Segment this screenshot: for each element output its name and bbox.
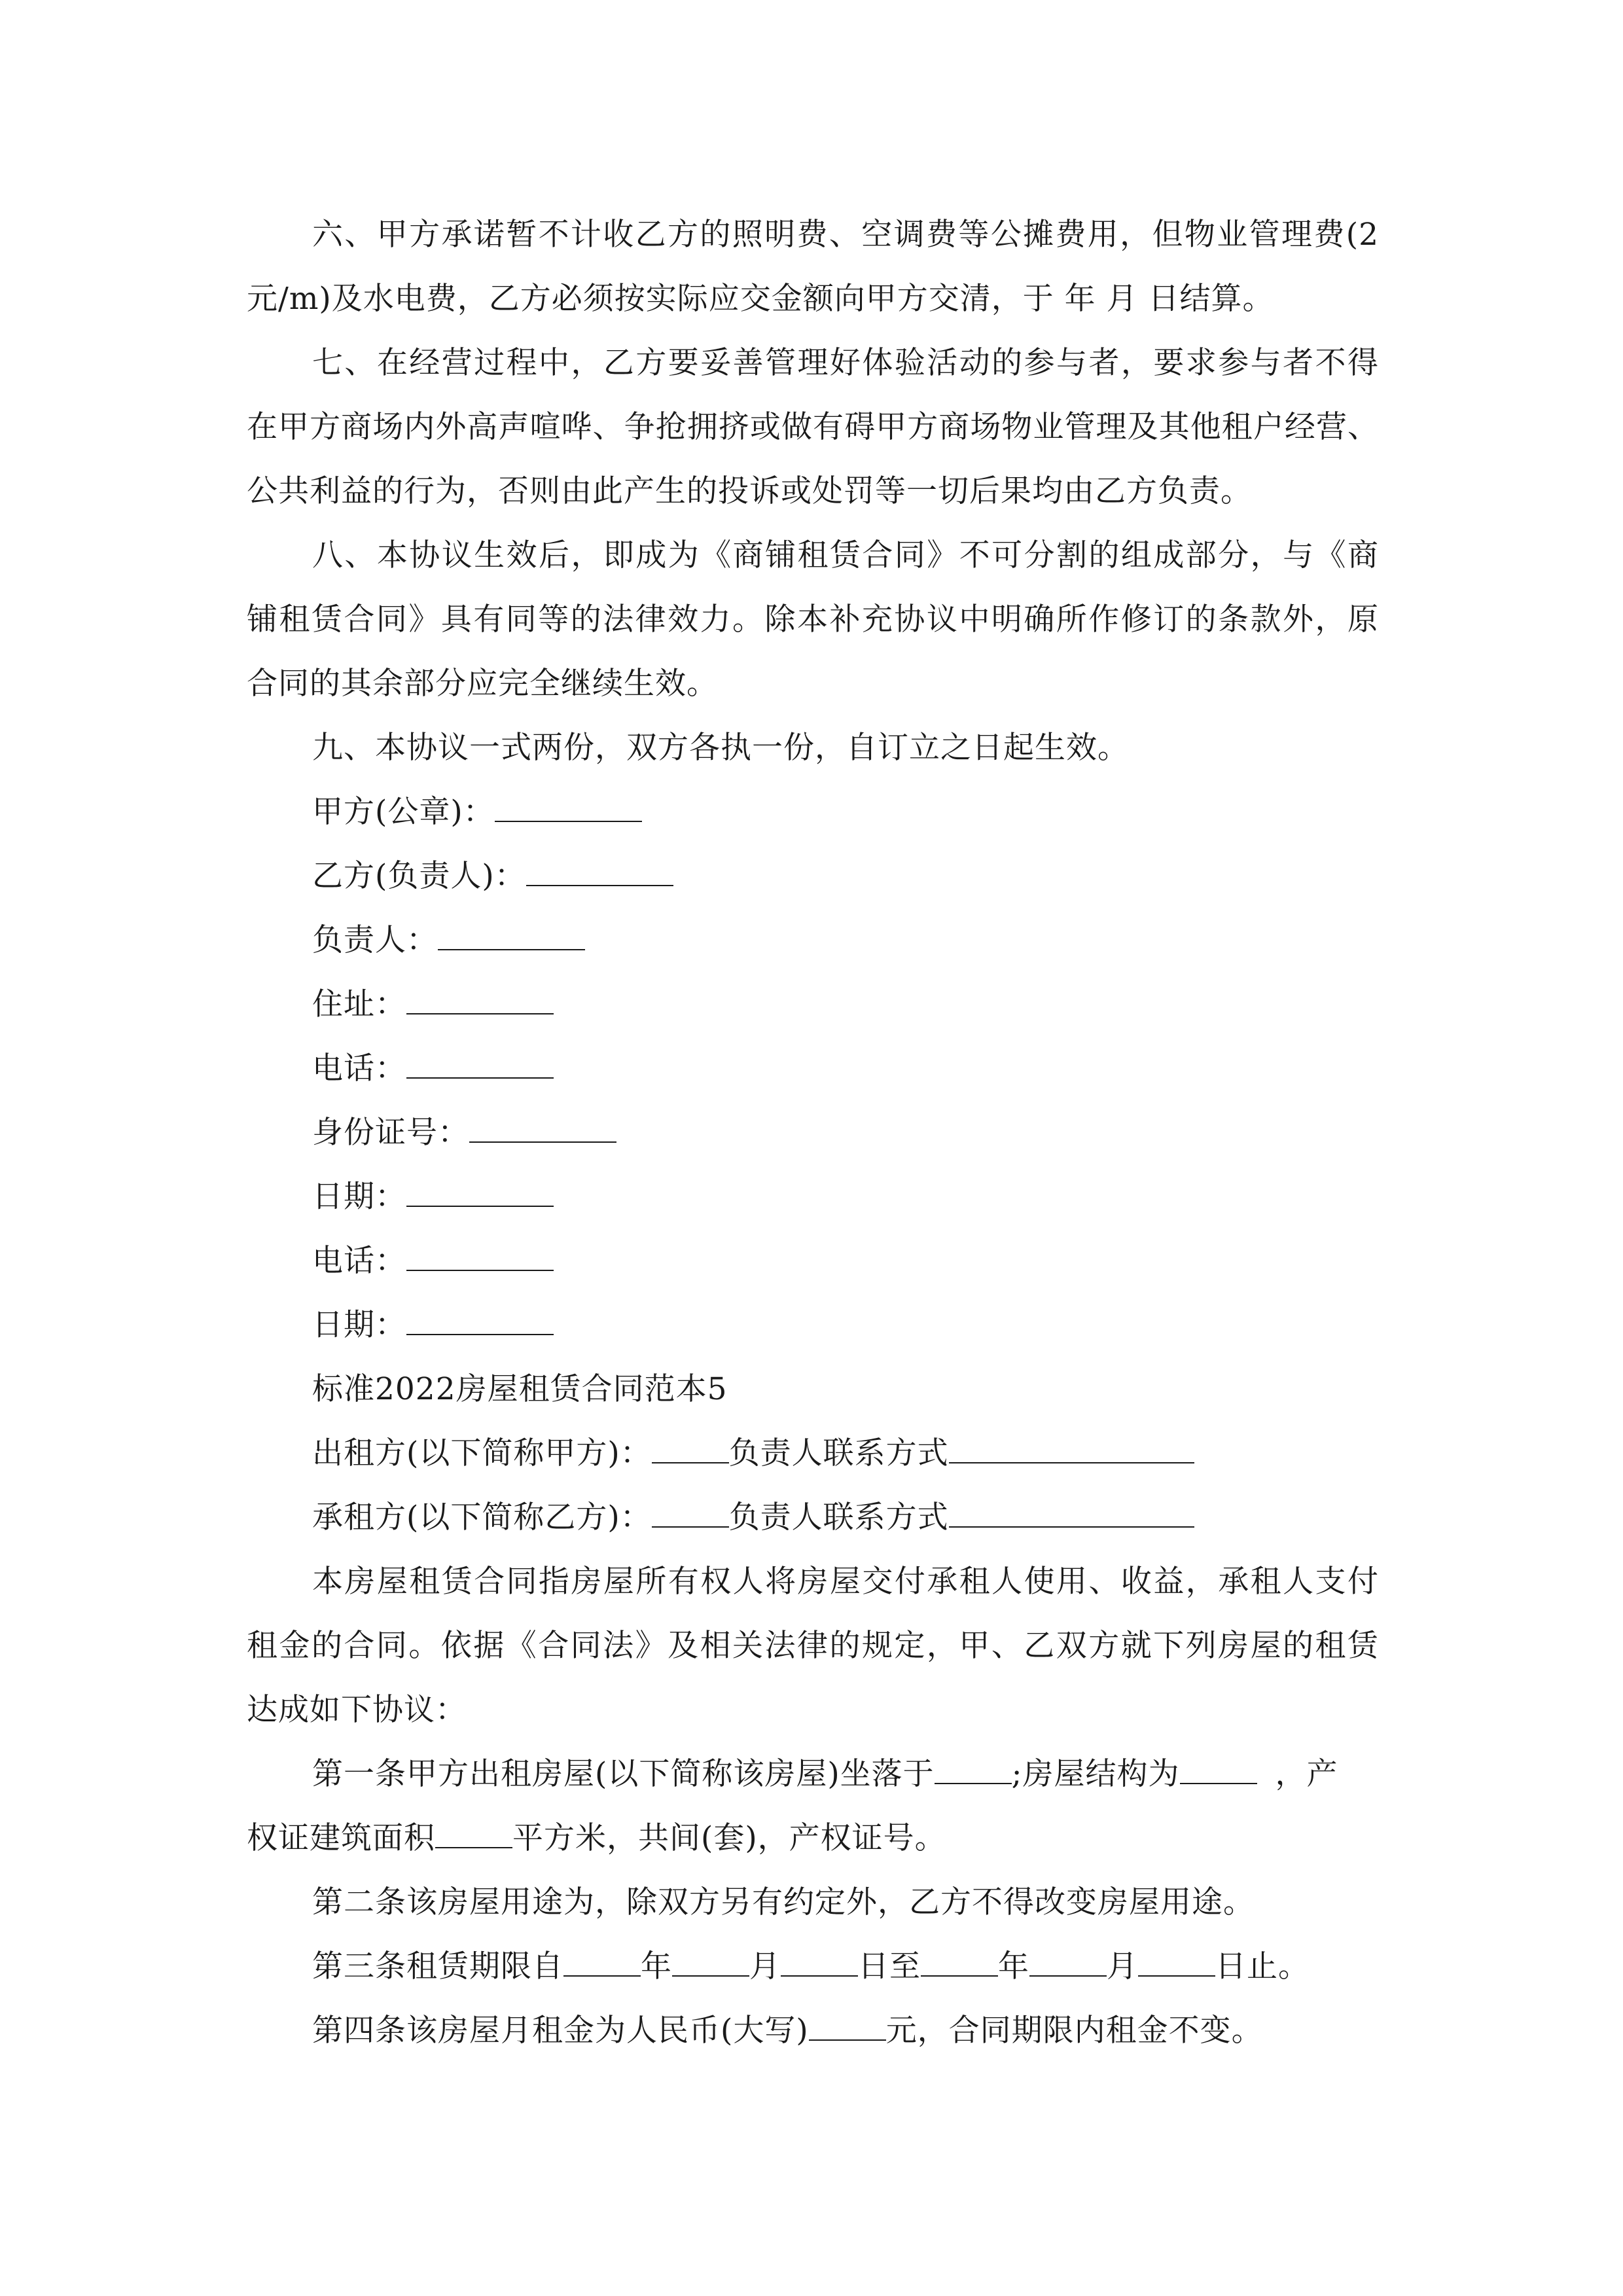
article-6-line-2: 元/m)及水电费，乙方必须按实际应交金额向甲方交清，于 年 月 日结算。 <box>247 281 1274 317</box>
party-a-seal-blank[interactable] <box>495 792 642 822</box>
clause-3-day-to: 日至 <box>858 1948 921 1984</box>
lessee-contact-blank[interactable] <box>949 1498 1194 1528</box>
intro-line-2: 租金的合同。依据《合同法》及相关法律的规定，甲、乙双方就下列房屋的租赁 <box>247 1628 1379 1664</box>
date-1-blank[interactable] <box>406 1177 554 1207</box>
section-title: 标准2022房屋租赁合同范本5 <box>312 1371 728 1407</box>
clause-3 <box>247 1935 1379 1999</box>
signature-phone-1 <box>247 1037 1379 1101</box>
signature-date-1 <box>247 1165 1379 1229</box>
clause-1-area-blank[interactable] <box>435 1818 512 1848</box>
signature-id-number <box>247 1101 1379 1165</box>
signature-date-2 <box>247 1293 1379 1357</box>
lessor-contact-blank[interactable] <box>949 1433 1194 1463</box>
clause-3-end-day-blank[interactable] <box>1138 1946 1215 1977</box>
clause-3-end-year-blank[interactable] <box>921 1946 998 1977</box>
clause-3-start-day-blank[interactable] <box>781 1946 858 1977</box>
article-7-line-3: 公共利益的行为，否则由此产生的投诉或处罚等一切后果均由乙方负责。 <box>247 473 1252 509</box>
phone-1-blank[interactable] <box>406 1049 554 1079</box>
lessor-label: 出租方(以下简称甲方)： <box>312 1435 652 1471</box>
clause-4-tail: 元，合同期限内租金不变。 <box>885 2013 1263 2049</box>
lessee-line <box>247 1486 1379 1550</box>
lessee-name-blank[interactable] <box>652 1498 729 1528</box>
lessor-name-blank[interactable] <box>652 1433 729 1463</box>
clause-4-label: 第四条该房屋月租金为人民币(大写) <box>312 2013 809 2049</box>
clause-1-structure-label: ;房屋结构为 <box>1011 1756 1180 1792</box>
article-8-line-1: 八、本协议生效后，即成为《商铺租赁合同》不可分割的组成部分，与《商 <box>312 537 1379 573</box>
clause-3-start-year-blank[interactable] <box>563 1946 641 1977</box>
clause-1-line-1 <box>247 1742 1379 1806</box>
phone-2-label: 电话： <box>312 1243 406 1279</box>
clause-1-area-tail: 平方米，共间(套)，产权证号。 <box>512 1820 946 1856</box>
lessor-line <box>247 1422 1379 1486</box>
address-label: 住址： <box>312 986 406 1022</box>
party-b-rep-blank[interactable] <box>526 856 673 886</box>
signature-responsible <box>247 908 1379 973</box>
document-page <box>247 203 1379 2063</box>
clause-3-year-1: 年 <box>641 1948 672 1984</box>
clause-1-location-blank[interactable] <box>935 1754 1012 1784</box>
phone-1-label: 电话： <box>312 1050 406 1086</box>
article-7-line-1: 七、在经营过程中，乙方要妥善管理好体验活动的参与者，要求参与者不得 <box>312 345 1379 381</box>
article-6-line-1: 六、甲方承诺暂不计收乙方的照明费、空调费等公摊费用，但物业管理费(2 <box>312 217 1379 253</box>
date-1-label: 日期： <box>312 1179 406 1215</box>
clause-1-line-2 <box>247 1806 1379 1871</box>
clause-1-tail: ，产 <box>1275 1756 1338 1792</box>
phone-2-blank[interactable] <box>406 1241 554 1271</box>
signature-party-a <box>247 780 1379 844</box>
clause-3-month-1: 月 <box>749 1948 781 1984</box>
signature-address <box>247 973 1379 1037</box>
clause-3-end-month-blank[interactable] <box>1029 1946 1107 1977</box>
article-9: 九、本协议一式两份，双方各执一份，自订立之日起生效。 <box>312 730 1129 766</box>
clause-4 <box>247 1999 1379 2063</box>
intro-line-1: 本房屋租赁合同指房屋所有权人将房屋交付承租人使用、收益，承租人支付 <box>312 1564 1379 1600</box>
clause-3-start-month-blank[interactable] <box>672 1946 749 1977</box>
id-number-label: 身份证号： <box>312 1115 469 1151</box>
clause-3-month-2: 月 <box>1107 1948 1138 1984</box>
article-8-line-2: 铺租赁合同》具有同等的法律效力。除本补充协议中明确所作修订的条款外，原 <box>247 601 1379 637</box>
article-8-line-3: 合同的其余部分应完全继续生效。 <box>247 666 718 702</box>
party-a-seal-label: 甲方(公章)： <box>312 794 495 830</box>
date-2-label: 日期： <box>312 1307 406 1343</box>
address-blank[interactable] <box>406 984 554 1014</box>
party-b-rep-label: 乙方(负责人)： <box>312 858 526 894</box>
clause-3-label: 第三条租赁期限自 <box>312 1948 563 1984</box>
clause-3-end: 日止。 <box>1215 1948 1310 1984</box>
lessor-contact-label: 负责人联系方式 <box>728 1435 949 1471</box>
signature-phone-2 <box>247 1229 1379 1293</box>
signature-party-b <box>247 844 1379 908</box>
responsible-label: 负责人： <box>312 922 438 958</box>
responsible-blank[interactable] <box>438 920 585 950</box>
clause-1-structure-blank[interactable] <box>1180 1754 1257 1784</box>
clause-4-rent-blank[interactable] <box>809 2011 886 2041</box>
clause-1-area-label: 权证建筑面积 <box>247 1820 435 1856</box>
clause-2: 第二条该房屋用途为，除双方另有约定外，乙方不得改变房屋用途。 <box>312 1884 1255 1920</box>
intro-line-3: 达成如下协议： <box>247 1692 467 1728</box>
date-2-blank[interactable] <box>406 1305 554 1335</box>
id-number-blank[interactable] <box>469 1113 616 1143</box>
lessee-contact-label: 负责人联系方式 <box>728 1499 949 1535</box>
clause-1-location-label: 第一条甲方出租房屋(以下简称该房屋)坐落于 <box>312 1756 935 1792</box>
article-7-line-2: 在甲方商场内外高声喧哗、争抢拥挤或做有碍甲方商场物业管理及其他租户经营、 <box>247 409 1379 445</box>
clause-3-year-2: 年 <box>998 1948 1029 1984</box>
lessee-label: 承租方(以下简称乙方)： <box>312 1499 652 1535</box>
